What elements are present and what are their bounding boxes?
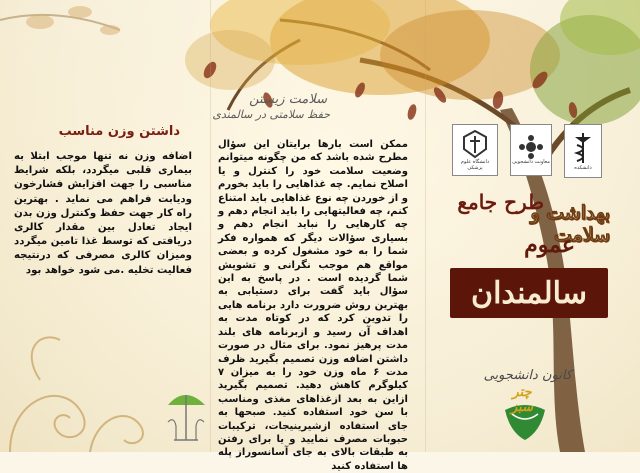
university-logo bbox=[452, 124, 498, 176]
fold-line-2 bbox=[425, 0, 426, 452]
middle-panel-body: ممکن است بارها برایتان این سؤال مطرح شده باشد که من چگونه میتوانم وضعیت سلامت خود را کنترل و یا اصلاح نمایم. چه غذاهایی را باید بخورم و از خوردن چه نوع غذاهایی باید امتناع کنم، چه فعالیتهایی را باید انجام دهم و چه کارهایی را نباید انجام دهم و بسیاری سؤالات دیگر که همواره فکر شما را به خود مشغول کرده و بعضی مواقع هم موجب نگرانی و تشویش شما گردیده است . در پاسخ به این سؤال باید گفت برای دستیابی به بهترین روش ضرورت دارد برنامه هایی را تدوین کرد که در کوتاه مدت به اهداف آن رسید و ازبرنامه های بلند مدت پرهیز نمود. برای مثال در صورت داشتن اضافه وزن تصمیم بگیرید ظرف مدت ۶ ماه وزن خود را به میزان ۷ کیلوگرم کاهش دهید. تصمیم بگیرید ازاین به بعد ازغذاهای مغذی ومناسب با سن خود استفاده کنید. صبحها به جای استفاده ازشیرینیجات، ترکیبات حبوبات مصرف نمایید و یا برای رفتن به طبقات بالای به جای آسانسوراز پله ها استفاده کنید bbox=[218, 139, 409, 472]
headline-elderly: سالمندان bbox=[471, 275, 587, 311]
student-club-name: کانون دانشجویی bbox=[483, 368, 572, 383]
middle-panel-subtitle: حفظ سلامتی در سالمندی bbox=[212, 108, 330, 121]
headline-general: عموم bbox=[524, 232, 575, 258]
headline-health: بهداشت و سلامت bbox=[530, 202, 610, 246]
caduceus-icon bbox=[571, 131, 595, 165]
headline-plan: طرح جامع bbox=[457, 190, 544, 214]
university-logo-caption: دانشگاه علوم پزشکی bbox=[460, 159, 490, 171]
left-panel-body: اضافه وزن نه تنها موجب ابتلا به بیماری قلبی میگردد، بلکه شرایط مناسبی را جهت افزایش فشارخون ودیابت فراهم می نماید . بهترین راه کار جهت حفظ وکنترل وزن بدن ایجاد تعادل بین مقدار کالری دریافتی که توسط غذا تامین میگردد ومیزان کالری مصرفی که درنتیجه فعالیت تخلیه .می شود خواهد بود bbox=[14, 151, 192, 276]
student-affairs-logo bbox=[510, 124, 552, 176]
logo-row bbox=[452, 124, 602, 182]
student-club-subname: چتر سبز bbox=[511, 385, 533, 415]
middle-panel-title: سلامت زیستن bbox=[249, 92, 327, 107]
elderly-banner bbox=[450, 268, 608, 318]
left-panel-title: داشتن وزن مناسب bbox=[58, 124, 180, 139]
faculty-caption: دانشکده bbox=[574, 165, 592, 171]
university-emblem-icon bbox=[462, 129, 488, 159]
flower-emblem-icon bbox=[519, 135, 543, 159]
student-affairs-caption: معاونت دانشجویی bbox=[512, 159, 550, 165]
faculty-logo bbox=[564, 124, 602, 178]
fold-line-1 bbox=[210, 0, 211, 452]
